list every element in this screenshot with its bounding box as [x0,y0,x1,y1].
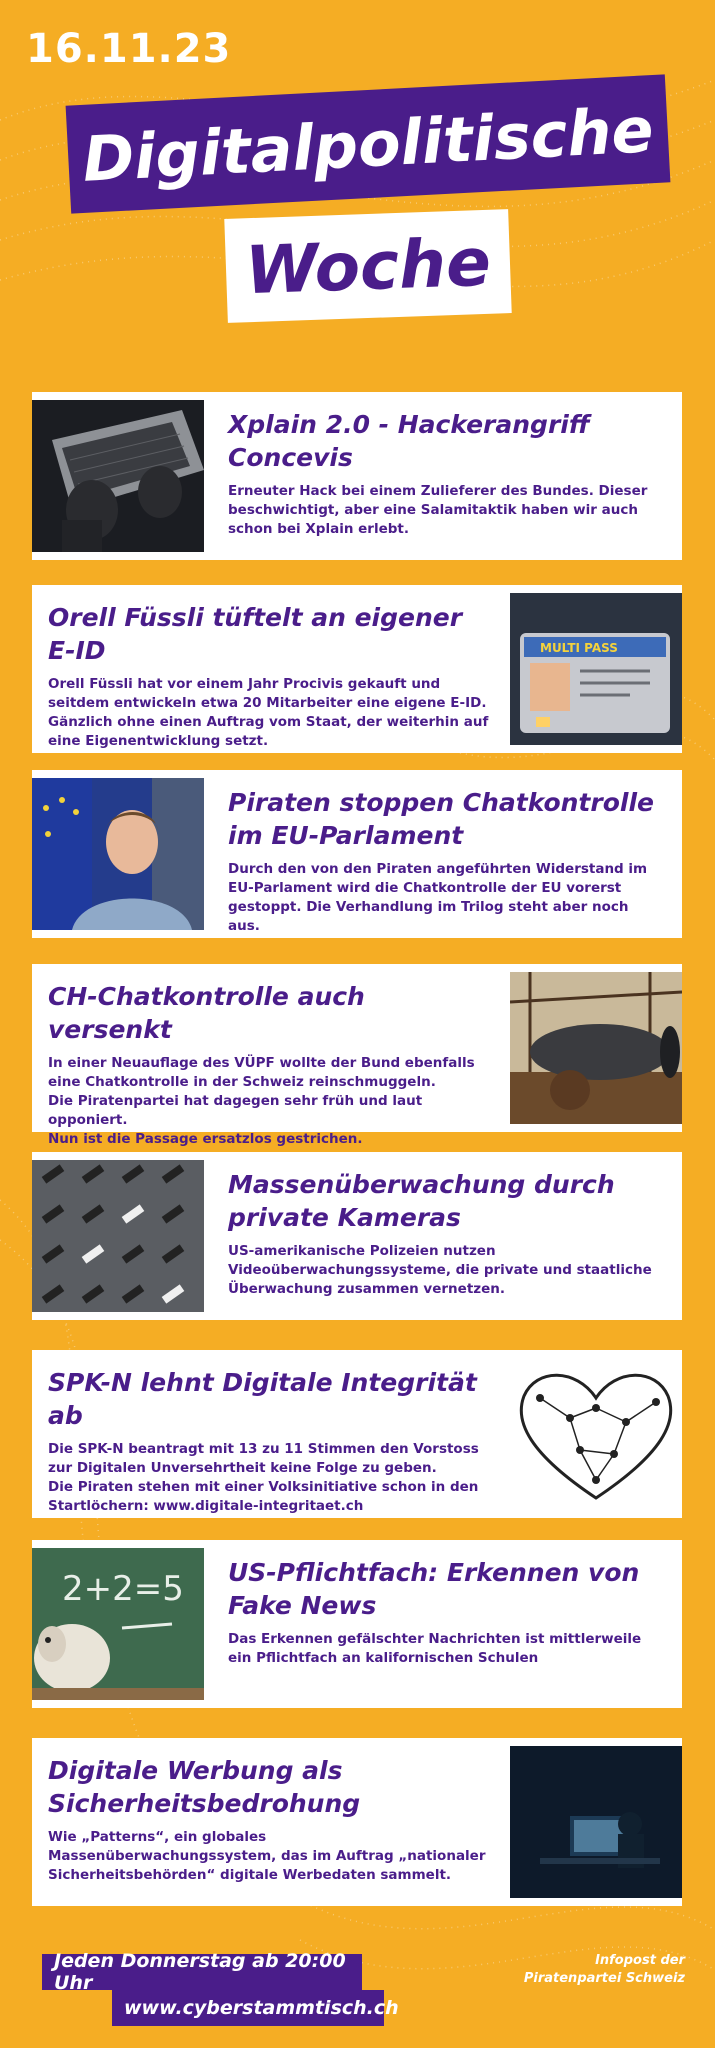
news-card-digitale-integritaet[interactable] [32,1350,682,1518]
card-title: SPK-N lehnt Digitale Integrität ab [48,1368,477,1430]
publisher-note-line2: Piratenpartei Schweiz [523,1971,685,1986]
card-body: Durch den von den Piraten angeführten Widerstand im EU-Parlament wird die Chatkontrolle der EU vorerst gestoppt. Die Verhandlung im Trilog steht aber noch aus. [228,861,648,934]
ship-cannon-image [510,972,682,1124]
news-card-private-kameras[interactable] [32,1152,682,1320]
card-title: US-Pflichtfach: Erkennen von Fake News [228,1558,640,1620]
publisher-note [485,1952,685,1988]
issue-date: 16.11.23 [26,26,232,72]
security-cameras-image [32,1160,204,1312]
multi-pass-card-image [510,593,682,745]
card-body: Wie „Patterns“, ein globales Massenüberwachungssystem, das im Auftrag „nationaler Sicherheitsbehörden“ digitale Werbedaten sammelt. [48,1829,486,1883]
card-body: Die SPK-N beantragt mit 13 zu 11 Stimmen den Vorstoss zur Digitalen Unversehrtheit keine Folge zu geben. Die Piraten stehen mit einer Volksinitiative schon in den Startlöchern: www.digitale-integritaet.ch [48,1441,479,1514]
meetup-schedule: Jeden Donnerstag ab 20:00 Uhr [42,1954,362,1990]
news-card-ch-chatkontrolle[interactable] [32,964,682,1147]
politician-portrait-image [32,778,204,930]
card-body: Orell Füssli hat vor einem Jahr Procivis gekauft und seitdem entwickeln etwa 20 Mitarbeiter eine eigene E-ID. Gänzlich ohne einen Auftrag vom Staat, der weiterhin auf eine Eigenentwicklung setzt. [48,676,489,749]
card-body: US-amerikanische Polizeien nutzen Videoüberwachungssysteme, die private und staatliche Überwachung zusammen vernetzen. [228,1243,652,1297]
page-title-line2: Woche [224,209,511,323]
publisher-note-line1: Infopost der [595,1953,685,1968]
sheep-chalkboard-image [32,1548,204,1700]
network-heart-image [510,1358,682,1510]
laptop-hacker-image [32,400,204,552]
website-link[interactable]: www.cyberstammtisch.ch [112,1990,384,2026]
card-title: Massenüberwachung durch private Kameras [228,1170,615,1232]
card-body: In einer Neuauflage des VÜPF wollte der Bund ebenfalls eine Chatkontrolle in der Schweiz reinschmuggeln. Die Piratenpartei hat dagegen sehr früh und laut opponiert. Nun ist die Passage ersatzlos gestrichen. [48,1055,475,1147]
card-title: Digitale Werbung als Sicherheitsbedrohung [48,1756,361,1818]
svg-text:MULTI PASS: MULTI PASS [540,641,618,655]
news-card-fake-news[interactable] [32,1540,682,1708]
svg-text:2+2=5: 2+2=5 [62,1569,184,1609]
card-title: Piraten stoppen Chatkontrolle im EU-Parlament [228,788,654,850]
card-title: CH-Chatkontrolle auch versenkt [48,982,365,1044]
card-body: Erneuter Hack bei einem Zulieferer des Bundes. Dieser beschwichtigt, aber eine Salamitaktik haben wir auch schon bei Xplain erlebt. [228,483,648,537]
card-body: Das Erkennen gefälschter Nachrichten ist mittlerweile ein Pflichtfach an kalifornischen Schulen [228,1631,642,1666]
card-title: Xplain 2.0 - Hackerangriff Concevis [228,410,590,472]
news-card-eu-chatkontrolle[interactable] [32,770,682,938]
card-title: Orell Füssli tüftelt an eigener E-ID [48,603,463,665]
dark-computer-room-image [510,1746,682,1898]
page-title-line1: Digitalpolitische [66,74,671,213]
news-card-orell-fuessli[interactable] [32,585,682,753]
news-card-digitale-werbung[interactable] [32,1738,682,1906]
news-card-xplain[interactable] [32,392,682,560]
